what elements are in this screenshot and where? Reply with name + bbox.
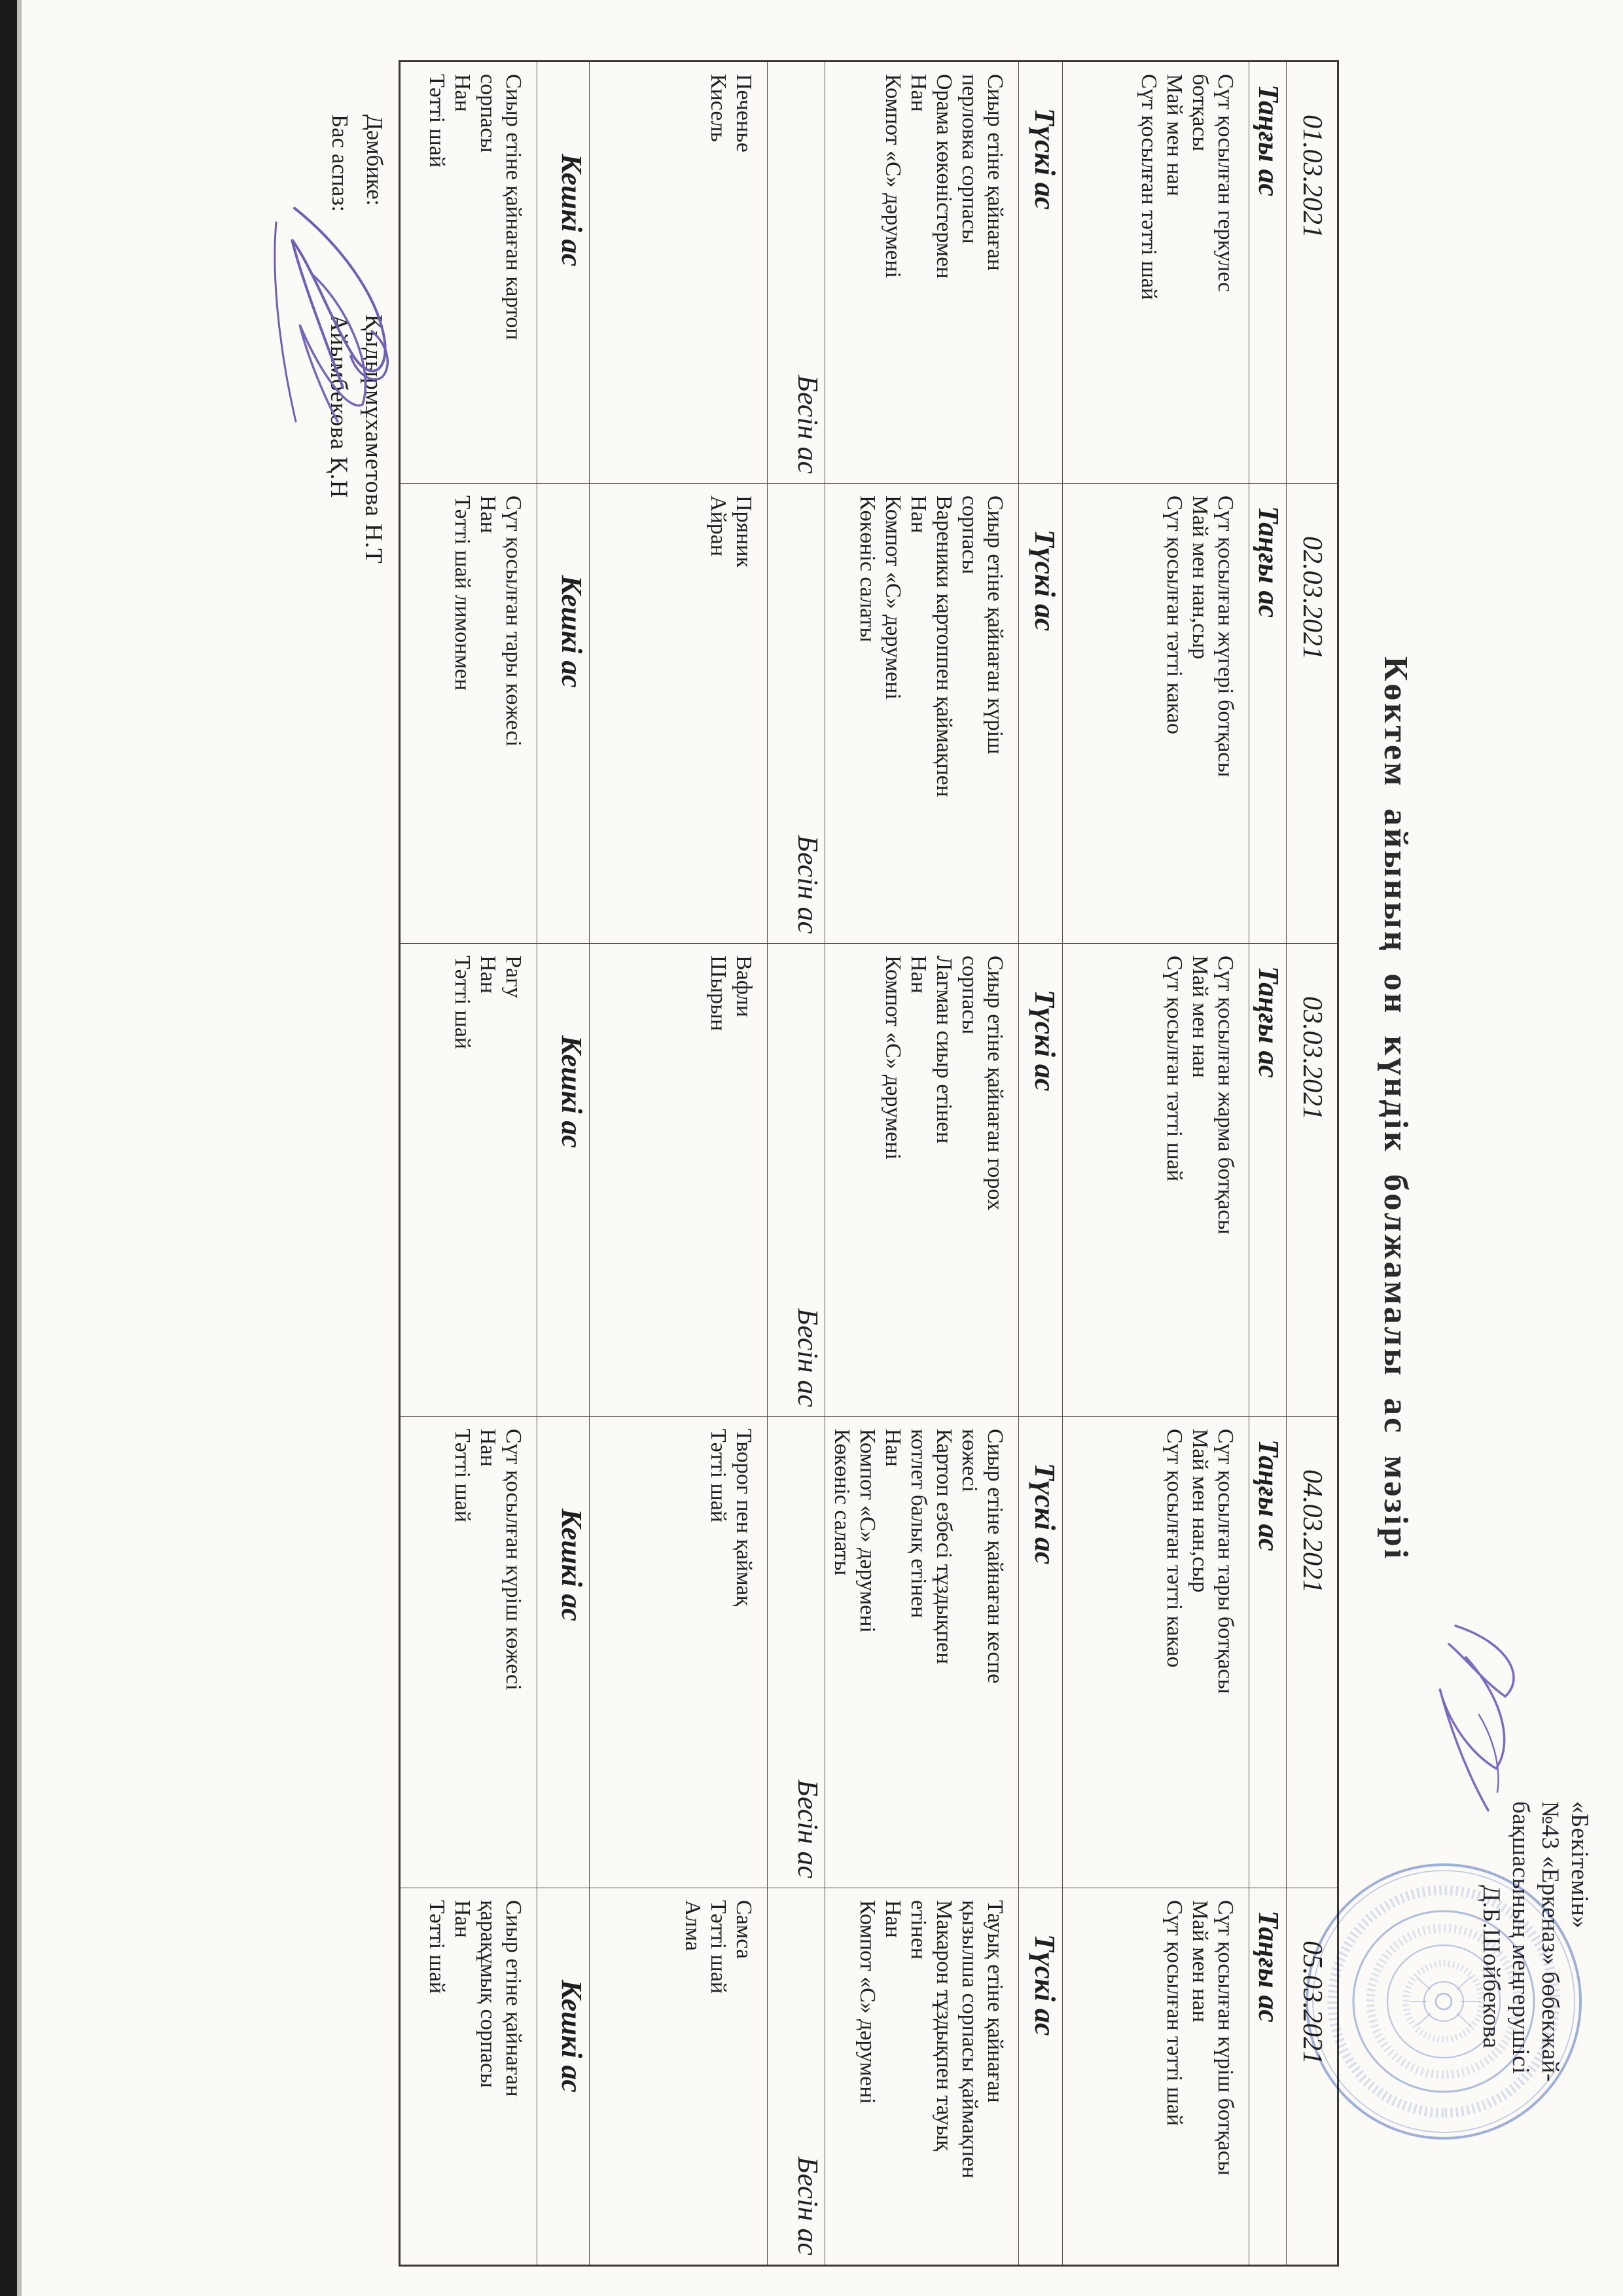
menu-item-line: Компот «С» дәрумені	[881, 956, 905, 1160]
menu-item-line: Нан	[476, 1429, 500, 1467]
meal-label-snack: Бесін ас	[768, 62, 825, 484]
menu-item-line: Вафли	[732, 956, 756, 1018]
breakfast-items-cell	[1063, 484, 1249, 944]
menu-item-line: Компот «С» дәрумені	[855, 1900, 880, 2104]
menu-item-line: Сиыр етіне қайнаған картоп	[501, 74, 526, 340]
date-cell: 01.03.2021	[1287, 62, 1338, 484]
lunch-items-row	[825, 62, 1019, 2266]
breakfast-items-cell	[1063, 1888, 1249, 2266]
menu-item-line: Рагу	[501, 956, 526, 998]
menu-item-line: Вареники картоппен қаймақпен	[932, 495, 956, 797]
menu-item-line: Нан	[881, 1900, 905, 1938]
round-official-stamp	[1302, 1860, 1585, 2143]
menu-item-line: Компот «С» дәрумені	[855, 1429, 880, 1633]
menu-item-line: Шырын	[706, 956, 730, 1031]
date-cell: 05.03.2021	[1287, 1888, 1338, 2266]
meal-label-dinner: Кешкі ас	[537, 1417, 590, 1888]
handwritten-signature	[254, 196, 411, 432]
snack-items-cell	[590, 484, 768, 944]
menu-item-line: Май мен нан	[1162, 74, 1186, 196]
menu-item-line: Кисель	[706, 74, 730, 142]
menu-item-line: Орама көкөністермен	[932, 74, 956, 279]
date-cell: 04.03.2021	[1287, 1417, 1338, 1888]
menu-item-line: Сүт қосылған геркулес	[1213, 74, 1238, 293]
menu-item-line: перловка сорпасы	[957, 74, 982, 244]
snack-items-cell	[590, 62, 768, 484]
date-cell: 02.03.2021	[1287, 484, 1338, 944]
approval-director-name: Д.Б.Шойбекова	[1478, 1885, 1505, 2049]
meal-label-dinner: Кешкі ас	[537, 1888, 590, 2266]
menu-item-line: Сүт қосылған тәтті шай	[1162, 956, 1186, 1182]
menu-item-line: Нан	[476, 495, 500, 533]
dinner-items-cell	[400, 484, 537, 944]
approval-line: бақшасының меңгерушісі	[1507, 1801, 1534, 2074]
menu-item-line: Май мен нан	[1188, 956, 1212, 1078]
meal-label-breakfast: Таңғы ас	[1249, 1888, 1287, 2266]
menu-item-line: қызылша сорпасы қаймақпен	[957, 1900, 982, 2179]
menu-item-line: Компот «С» дәрумені	[881, 74, 905, 278]
menu-item-line: Тәтті шай лимонмен	[450, 495, 474, 691]
breakfast-items-cell	[1063, 944, 1249, 1417]
menu-item-line: сорпасы	[957, 956, 982, 1035]
menu-item-line: Нан	[450, 1900, 474, 1938]
menu-item-line: Пряник	[732, 495, 756, 568]
snack-items-cell	[590, 944, 768, 1417]
menu-item-line: Май мен нан	[1188, 1900, 1212, 2022]
menu-item-line: Тәтті шай	[706, 1900, 730, 1994]
breakfast-items-cell	[1063, 1417, 1249, 1888]
menu-item-line: Сүт қосылған күріш көжесі	[501, 1429, 526, 1691]
menu-item-line: Нан	[906, 495, 931, 533]
menu-item-line: Сиыр етіне қайнаған күріш	[983, 495, 1007, 755]
dinner-items-cell	[400, 62, 537, 484]
meal-label-dinner: Кешкі ас	[537, 484, 590, 944]
menu-item-line: Тәтті шай	[425, 1900, 449, 1994]
menu-item-line: Творог пен қаймақ	[732, 1429, 756, 1607]
menu-item-line: Нан	[450, 74, 474, 112]
menu-item-line: сорпасы	[957, 495, 982, 575]
meal-label-snack: Бесін ас	[768, 944, 825, 1417]
snack-items-cell	[590, 1888, 768, 2266]
menu-item-line: Май мен нан,сыр	[1188, 1429, 1212, 1593]
breakfast-items-cell	[1063, 62, 1249, 484]
lunch-items-cell	[825, 1888, 1019, 2266]
menu-item-line: Тәтті шай	[425, 74, 449, 168]
approval-line: «Бекітемін»	[1566, 1801, 1593, 1929]
breakfast-items-row	[1063, 62, 1249, 2266]
dinner-label-row	[537, 62, 590, 2266]
menu-item-line: Сиыр етіне қайнаған	[983, 74, 1007, 271]
signature-label: Дәмбике:	[362, 115, 387, 206]
menu-item-line: Сиыр етіне қайнаған	[501, 1900, 526, 2097]
menu-item-line: Тәтті шай	[450, 1429, 474, 1522]
meal-label-lunch: Түскі ас	[1019, 484, 1063, 944]
dinner-items-row	[400, 62, 537, 2266]
menu-item-line: Сиыр етіне қайнаған горох	[983, 956, 1007, 1211]
snack-items-row	[590, 62, 768, 2266]
lunch-label-row	[1019, 62, 1063, 2266]
menu-item-line: Сүт қосылған күріш ботқасы	[1213, 1900, 1238, 2176]
meal-label-snack: Бесін ас	[768, 1888, 825, 2266]
menu-item-line: Көкөніс салаты	[855, 495, 880, 643]
lunch-items-cell	[825, 484, 1019, 944]
menu-table	[399, 60, 1339, 2267]
menu-item-line: Сүт қосылған тәтті какао	[1162, 1429, 1186, 1668]
menu-item-line: Сүт қосылған тәтті какао	[1162, 495, 1186, 734]
menu-item-line: Сүт қосылған жүгері ботқасы	[1213, 495, 1238, 778]
menu-item-line: көжесі	[957, 1429, 982, 1493]
meal-label-snack: Бесін ас	[768, 484, 825, 944]
menu-item-line: Сүт қосылған тәтті шай	[1137, 74, 1161, 300]
menu-item-line: Печенье	[732, 74, 756, 152]
menu-item-line: котлет балық етінен	[906, 1429, 931, 1619]
meal-label-dinner: Кешкі ас	[537, 62, 590, 484]
menu-item-line: Сүт қосылған тәтті шай	[1162, 1900, 1186, 2126]
menu-item-line: Май мен нан,сыр	[1188, 495, 1212, 660]
meal-label-breakfast: Таңғы ас	[1249, 62, 1287, 484]
page-title: Көктем айының он күндік болжамалы ас мәзірі	[1377, 656, 1414, 1562]
menu-item-line: Нан	[906, 956, 931, 994]
dinner-items-cell	[400, 1417, 537, 1888]
signature-name: Қыдырмұхаметова Н.Т	[360, 314, 387, 564]
meal-label-lunch: Түскі ас	[1019, 944, 1063, 1417]
menu-item-line: Лагман сиыр етінен	[932, 956, 956, 1144]
menu-item-line: Айран	[706, 495, 730, 557]
signature-name: Айымбекова Қ.Н	[325, 314, 352, 499]
breakfast-label-row	[1249, 62, 1287, 2266]
menu-item-line: Сүт қосылған тары көжесі	[501, 495, 526, 747]
meal-label-lunch: Түскі ас	[1019, 1417, 1063, 1888]
dinner-items-cell	[400, 1888, 537, 2266]
meal-label-lunch: Түскі ас	[1019, 1888, 1063, 2266]
menu-item-line: Картоп езбесі тұздықпен	[932, 1429, 956, 1664]
menu-item-line: Сүт қосылған тары ботқасы	[1213, 1429, 1238, 1694]
director-signature	[1421, 1617, 1539, 1820]
approval-line: №43 «Еркеназ» бөбекжай-	[1537, 1801, 1563, 2082]
meal-label-breakfast: Таңғы ас	[1249, 484, 1287, 944]
meal-label-breakfast: Таңғы ас	[1249, 944, 1287, 1417]
menu-item-line: Нан	[476, 956, 500, 994]
menu-item-line: Тауық етіне қайнаған	[983, 1900, 1007, 2103]
menu-item-line: ботқасы	[1188, 74, 1212, 152]
meal-label-breakfast: Таңғы ас	[1249, 1417, 1287, 1888]
date-cell: 03.03.2021	[1287, 944, 1338, 1417]
menu-item-line: Көкөніс салаты	[830, 1429, 854, 1576]
menu-item-line: Компот «С» дәрумені	[881, 495, 905, 700]
menu-item-line: сорпасы	[476, 74, 500, 153]
snack-label-row	[768, 62, 825, 2266]
dinner-items-cell	[400, 944, 537, 1417]
signature-label: Бас аспаз:	[327, 115, 353, 212]
lunch-items-cell	[825, 944, 1019, 1417]
meal-label-snack: Бесін ас	[768, 1417, 825, 1888]
lunch-items-cell	[825, 62, 1019, 484]
menu-item-line: Тәтті шай	[450, 956, 474, 1049]
menu-item-line: Алма	[681, 1900, 705, 1951]
lunch-items-cell	[825, 1417, 1019, 1888]
menu-item-line: Нан	[881, 1429, 905, 1467]
menu-item-line: Самса	[732, 1900, 756, 1959]
menu-item-line: қарақұмық сорпасы	[476, 1900, 500, 2088]
menu-item-line: Макарон тұздықпен тауық	[932, 1900, 956, 2151]
meal-label-lunch: Түскі ас	[1019, 62, 1063, 484]
menu-item-line: етінен	[906, 1900, 931, 1960]
menu-item-line: Нан	[906, 74, 931, 112]
meal-label-dinner: Кешкі ас	[537, 944, 590, 1417]
menu-item-line: Сүт қосылған жарма ботқасы	[1213, 956, 1238, 1235]
snack-items-cell	[590, 1417, 768, 1888]
menu-item-line: Сиыр етіне қайнаған кеспе	[983, 1429, 1007, 1684]
menu-item-line: Тәтті шай	[706, 1429, 730, 1522]
